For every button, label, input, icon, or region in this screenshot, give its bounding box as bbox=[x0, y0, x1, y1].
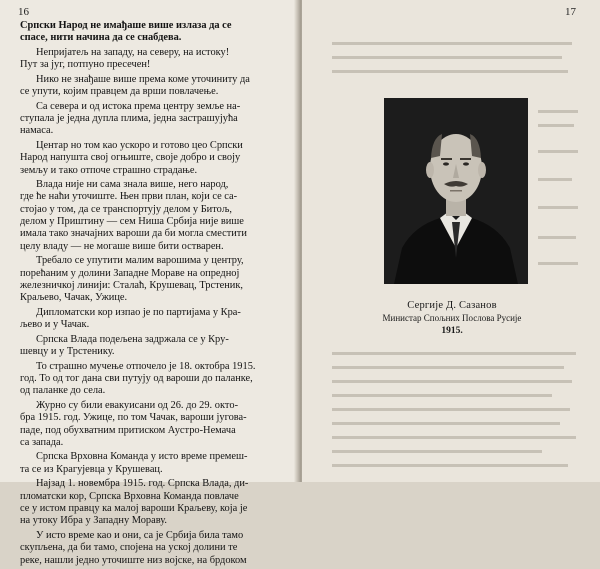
left-page-body bbox=[20, 20, 288, 569]
paragraph: Влада није ни сама знала више, него народ, где ће наћи уточиште. Њен први план, који се са- стојао у том, да се транспортују делом у Битољ, делом у Приштину — сем Ниша Србија није више имала тако значајних вароши да би могла сместити целу владу — не могаше више бити остварен. bbox=[20, 179, 247, 252]
paragraph: Најзад 1. новембра 1915. год. Српска Влада, ди- пломатски кор, Српска Врховна Команда повлаче се у истом правцу ка малој вароши Краљеву, која је на утоку Ибра у Западну Мораву. bbox=[20, 478, 249, 527]
portrait-caption-name: Сергије Д. Сазанов bbox=[407, 300, 497, 311]
paragraph: То страшно мучење отпочело је 18. октобра 1915. год. То од тог дана сви путују од вароши до паланке, од паланке до села. bbox=[20, 360, 256, 397]
left-page bbox=[0, 0, 298, 566]
portrait-photo bbox=[384, 98, 528, 284]
paragraph: Српска Влада подељена задржала се у Кру- шевцу и у Трстенику. bbox=[20, 333, 229, 358]
paragraph: У исто време као и они, са је Србија била тамо скупљена, да би тамо, спојена на ускоj долини те реке, нашли једно уточиште низ војске, на брдоком bbox=[20, 529, 247, 566]
right-page-number: 17 bbox=[565, 6, 576, 18]
portrait-image bbox=[384, 98, 528, 284]
paragraph: Српска Врховна Команда у исто време премеш- та се из Крагујевца у Крушевац. bbox=[20, 451, 248, 475]
paragraph: Са севера и од истока према центру земље на- ступала је једна дупла плима, једна застрашујућа намаса. bbox=[20, 100, 241, 137]
paragraph: Нико не знађаше више према коме уточиниту да се упути, којим правцем да врши повлачење. bbox=[20, 73, 250, 98]
paragraph: Требало се упутити малим варошима у центру, порећаним у долини Западне Мораве на опредној железничкој линији: Сталаћ, Крушевац, Трстеник, Краљево, Чачак, Ужице. bbox=[20, 255, 244, 304]
paragraph: Дипломатски кор изпаo је по партијама у Кра- љево и у Чачак. bbox=[20, 306, 241, 331]
portrait-caption-title: Министар Спољних Послова Русије bbox=[382, 313, 522, 323]
left-page-number: 16 bbox=[18, 6, 29, 18]
paragraph: Непријатељ на западу, на северу, на истоку! Пут за југ, потпуно пресечен! bbox=[20, 46, 230, 71]
paragraph: Српски Народ не имађаше више излаза да се спасе, нити начина да се снабдева. bbox=[20, 20, 232, 44]
paragraph: Центар но том као ускоро и готово цео Српски Народ напушта свој огњиште, своје добро и своју земљу и тако отпоче страшно страдање. bbox=[20, 139, 243, 176]
right-page bbox=[302, 0, 600, 482]
portrait-caption-year: 1915. bbox=[441, 326, 463, 336]
paragraph: Журно су били евакуисани од 26. до 29. октo- бра 1915. год. Ужице, по том Чачак, вароши југова- паде, под обухватним притиском Аустро-Немача са запада. bbox=[20, 399, 247, 448]
